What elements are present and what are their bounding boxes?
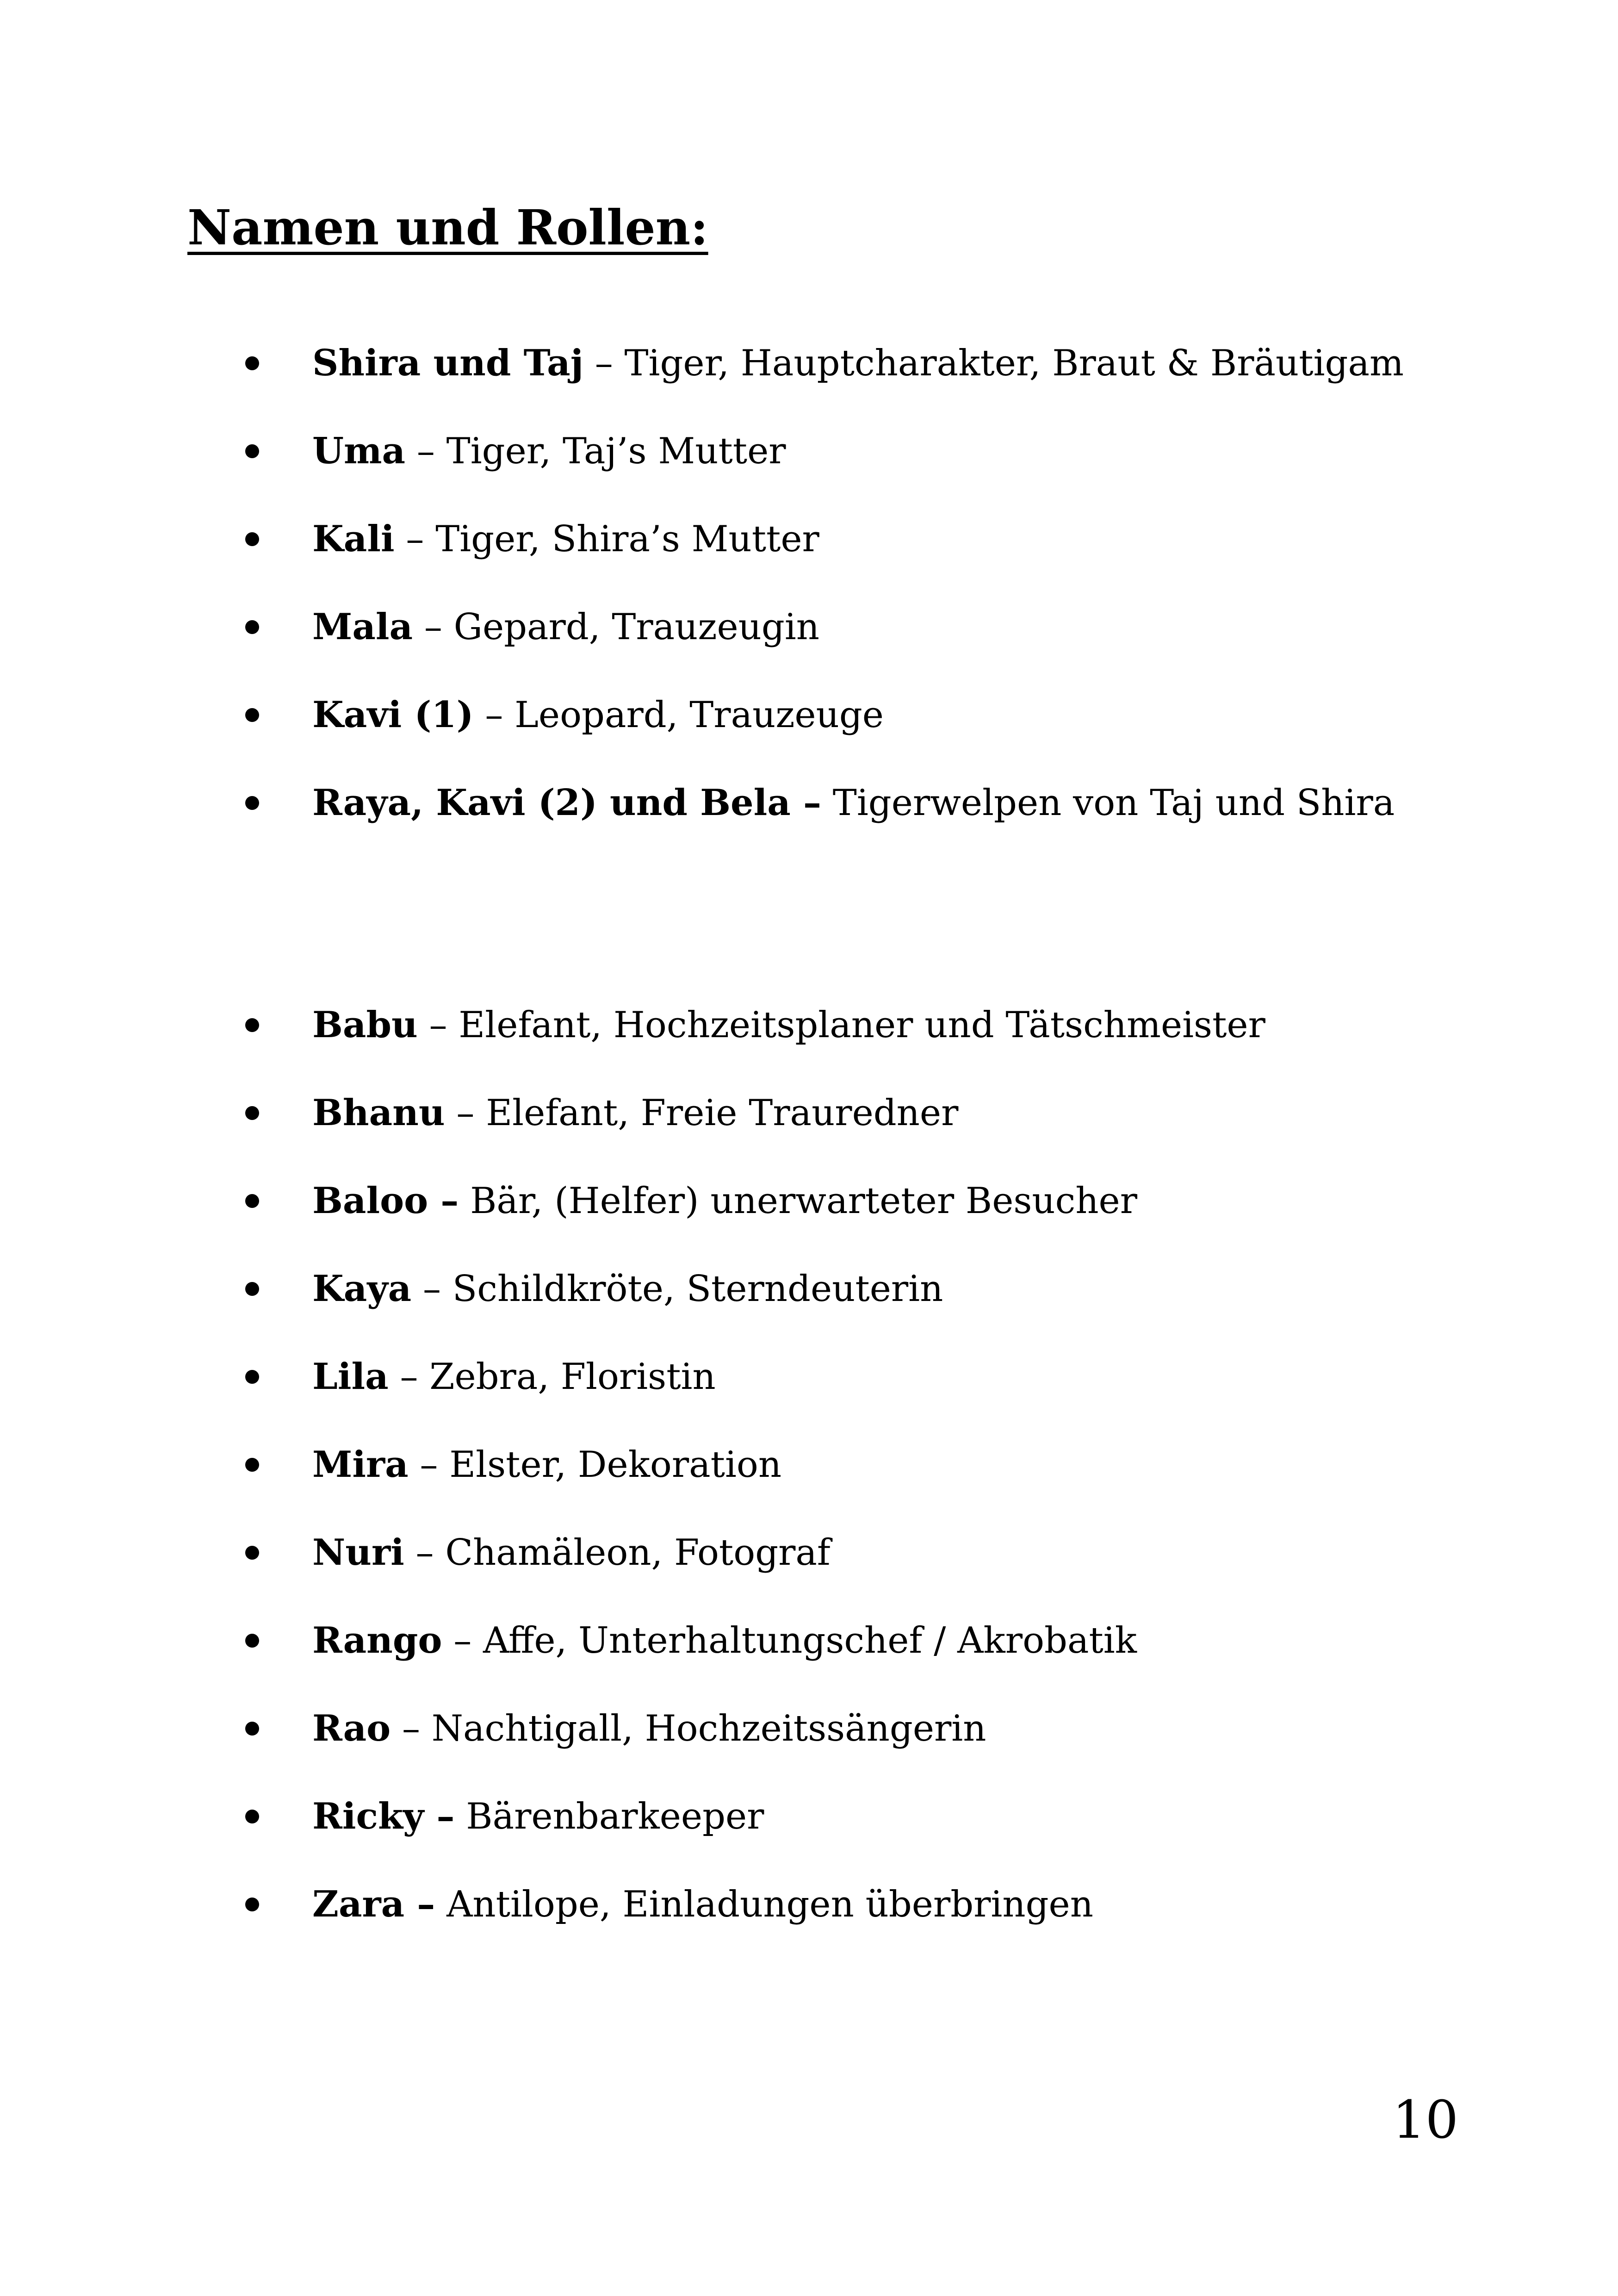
list-item [0, 1437, 1481, 1493]
list-item [0, 1085, 1481, 1141]
role-name: Nuri [312, 1531, 404, 1574]
role-name: Kali [312, 518, 395, 560]
bullet-icon [245, 1194, 259, 1208]
role-description: – Tiger, Hauptcharakter, Braut & Bräutigam [583, 342, 1404, 384]
bullet-icon [245, 1106, 259, 1120]
role-description: Bär, (Helfer) unerwarteter Besucher [459, 1180, 1138, 1222]
role-description: – Chamäleon, Fotograf [404, 1532, 831, 1574]
list-item [0, 1789, 1481, 1844]
bullet-icon [245, 1898, 259, 1911]
role-name: Ricky – [312, 1795, 455, 1837]
role-name: Shira und Taj [312, 342, 583, 384]
list-item [0, 1877, 1481, 1932]
role-name: Zara – [312, 1883, 435, 1925]
role-name: Rango [312, 1619, 442, 1661]
bullet-icon [245, 620, 259, 634]
list-item [0, 511, 1481, 567]
bullet-icon [245, 1370, 259, 1384]
bullet-icon [245, 444, 259, 458]
list-item [0, 1261, 1481, 1317]
list-item [0, 336, 1481, 391]
list-item [0, 997, 1481, 1053]
role-description: – Elefant, Freie Trauredner [445, 1092, 959, 1134]
list-item [0, 1173, 1481, 1229]
role-description: Bärenbarkeeper [454, 1796, 764, 1837]
list-item [0, 1349, 1481, 1405]
role-name: Baloo – [312, 1180, 459, 1222]
role-description: – Affe, Unterhaltungschef / Akrobatik [442, 1620, 1137, 1661]
list-item [0, 423, 1481, 479]
role-name: Rao [312, 1707, 391, 1749]
bullet-icon [245, 1018, 259, 1032]
role-name: Uma [312, 430, 406, 472]
list-item [0, 1701, 1481, 1756]
page-number: 10 [1392, 2090, 1458, 2150]
role-description: – Nachtigall, Hochzeitssängerin [391, 1708, 986, 1749]
bullet-icon [245, 1458, 259, 1472]
role-name: Kavi (1) [312, 694, 474, 736]
role-name: Lila [312, 1356, 389, 1398]
role-description: – Schildkröte, Sterndeuterin [411, 1268, 943, 1310]
page-title: Namen und Rollen: [187, 199, 708, 256]
bullet-icon [245, 1634, 259, 1648]
role-description: – Elster, Dekoration [408, 1444, 782, 1486]
bullet-icon [245, 796, 259, 810]
list-item [0, 1613, 1481, 1668]
role-name: Babu [312, 1004, 418, 1046]
bullet-icon [245, 532, 259, 546]
role-description: Antilope, Einladungen überbringen [435, 1884, 1093, 1925]
bullet-icon [245, 356, 259, 370]
role-description: – Leopard, Trauzeuge [473, 694, 884, 736]
role-description: Tigerwelpen von Taj und Shira [821, 782, 1395, 824]
role-name: Mala [312, 606, 413, 648]
role-name: Kaya [312, 1268, 412, 1310]
bullet-icon [245, 708, 259, 722]
role-description: – Gepard, Trauzeugin [413, 606, 820, 648]
list-item [0, 687, 1481, 743]
role-name: Bhanu [312, 1092, 445, 1134]
role-description: – Tiger, Shira’s Mutter [394, 518, 819, 560]
bullet-icon [245, 1722, 259, 1736]
role-description: – Zebra, Floristin [388, 1356, 716, 1398]
role-name: Mira [312, 1444, 409, 1486]
role-name: Raya, Kavi (2) und Bela – [312, 782, 821, 824]
list-item [0, 1525, 1481, 1580]
list-item [0, 599, 1481, 655]
bullet-icon [245, 1282, 259, 1296]
list-item [0, 775, 1481, 831]
bullet-icon [245, 1810, 259, 1823]
role-description: – Elefant, Hochzeitsplaner und Tätschmeister [417, 1004, 1265, 1046]
bullet-icon [245, 1546, 259, 1560]
role-description: – Tiger, Taj’s Mutter [405, 430, 786, 472]
